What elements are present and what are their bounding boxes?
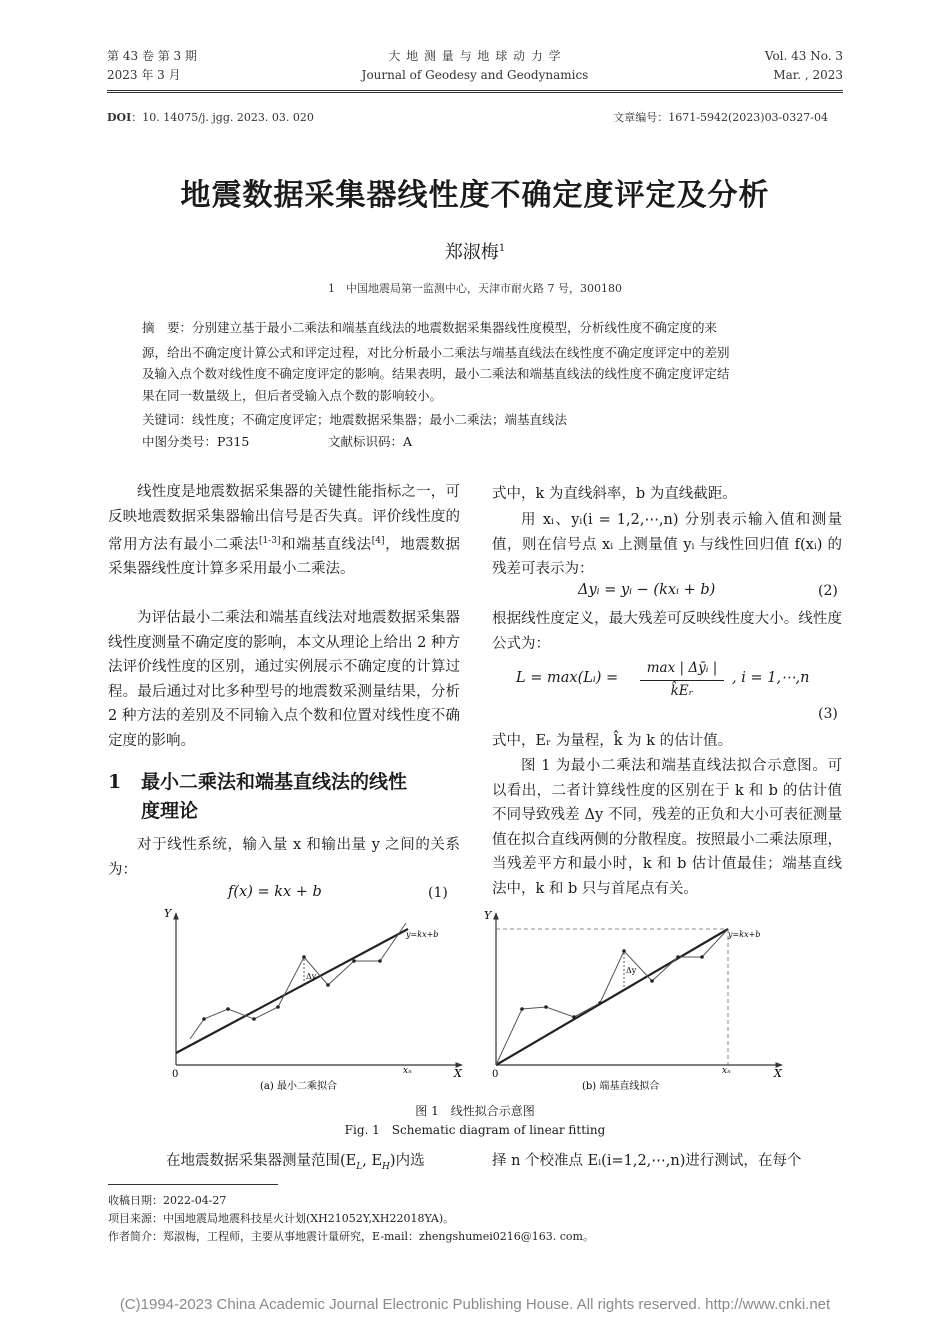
right-paragraph-3: 根据线性度定义，最大残差可反映线性度大小。线性度公式为： <box>492 611 842 652</box>
y-axis-label: Y <box>164 907 172 920</box>
author-sup: 1 <box>498 243 506 254</box>
x-axis-label: X <box>774 1067 782 1080</box>
doi-value: ：10. 14075/j. jgg. 2023. 03. 020 <box>131 111 314 124</box>
equation-3-right: , i = 1,⋯,n <box>732 670 810 686</box>
figure-caption-en: Fig. 1 Schematic diagram of linear fitting <box>344 1123 606 1137</box>
equation-3-left: L = max(Lᵢ) = <box>516 670 619 686</box>
article-number: 文章编号：1671-5942(2023)03-0327-04 <box>613 111 828 124</box>
data-point <box>676 955 680 959</box>
equation-1: f(x) = kx + b <box>228 884 322 900</box>
delta-y-label: Δy <box>626 966 637 975</box>
data-point <box>326 983 330 987</box>
section-number: 1 <box>108 771 122 793</box>
data-point <box>226 1007 230 1011</box>
doi-label: DOI <box>107 111 132 124</box>
author <box>0 238 950 264</box>
figure-caption-cn: 图 1 线性拟合示意图 <box>415 1104 535 1118</box>
footnote-funding: 项目来源：中国地震局地震科技星火计划(XH21052Y,XH22018YA)。 <box>108 1212 455 1225</box>
p1-text-b: 和端基直线法 <box>280 536 372 553</box>
y-axis-label: Y <box>484 909 492 922</box>
data-point <box>276 1005 280 1009</box>
page-title: 地震数据采集器线性度不确定度评定及分析 <box>180 178 770 213</box>
line-label: y=kx+b <box>406 930 439 939</box>
figure-a <box>150 905 470 1095</box>
footnote-received: 收稿日期：2022-04-27 <box>108 1194 227 1207</box>
data-point <box>598 1001 602 1005</box>
abstract-line-1: 摘 要：分别建立基于最小二乘法和端基直线法的地震数据采集器线性度模型，分析线性度不确定度的来 <box>142 320 718 335</box>
left-paragraph-1 <box>108 480 460 582</box>
abstract-line-2: 源，给出不确定度计算公式和评定过程，对比分析最小二乘法与端基直线法在线性度不确定度评定中的差别 <box>142 345 730 360</box>
delta-y-label: Δy <box>306 972 317 981</box>
x-axis-label: X <box>454 1067 462 1080</box>
p1-text-a: 线性度是地震数据采集器的关键性能指标之一，可反映地震数据采集器输出信号是否失真。评价线性度的常用方法有最小二乘法 <box>108 484 460 553</box>
right-text-4: 式中，Eᵣ 为量程，k̂ 为 k 的估计值。 <box>492 733 733 749</box>
right-paragraph-2: 用 xᵢ、yᵢ(i = 1,2,⋯,n) 分别表示输入值和测量值，则在信号点 xᵢ 上测量值 yᵢ 与线性回归值 f(xᵢ) 的残差可表示为： <box>492 512 842 577</box>
abstract-line-4: 果在同一数量级上，但后者受输入点个数的影响较小。 <box>142 388 443 403</box>
header-date: 2023 年 3 月 <box>107 68 181 82</box>
data-point <box>378 959 382 963</box>
author-name: 郑淑梅 <box>444 242 499 263</box>
equation-1-number: (1) <box>428 885 448 901</box>
origin-label: 0 <box>492 1069 499 1080</box>
subcaption-b: (b) 端基直线拟合 <box>582 1081 660 1092</box>
section-title-line-2: 度理论 <box>141 800 199 822</box>
ref-4[interactable]: [4] <box>371 536 385 546</box>
header-volume-en: Vol. 43 No. 3 <box>764 49 843 63</box>
keywords: 关键词：线性度；不确定度评定；地震数据采集器；最小二乘法；端基直线法 <box>142 412 568 427</box>
data-point <box>572 1015 576 1019</box>
equation-3-numerator: max | Δȳᵢ | <box>646 660 718 676</box>
abstract-line-3: 及输入点个数对线性度不确定度评定的影响。结果表明，最小二乘法和端基直线法的线性度不确定度评定结 <box>142 366 730 381</box>
line-label: y=kx+b <box>728 930 761 939</box>
left-bottom-a: 在地震数据采集器测量范围(E <box>166 1153 357 1169</box>
measured-polyline <box>190 923 406 1039</box>
left-bottom-text <box>108 1149 425 1179</box>
section-title-line-1: 最小二乘法和端基直线法的线性 <box>141 771 408 793</box>
data-point <box>352 959 356 963</box>
clc-number: 中图分类号：P315 <box>142 434 250 449</box>
data-point <box>202 1017 206 1021</box>
header-rule-2 <box>107 92 843 93</box>
header-journal-cn: 大 地 测 量 与 地 球 动 力 学 <box>388 49 562 63</box>
data-point <box>544 1005 548 1009</box>
sub-h: H <box>382 1161 390 1172</box>
right-bottom-text: 择 n 个校准点 Eᵢ(i=1,2,⋯,n)进行测试，在每个 <box>492 1153 802 1169</box>
data-point <box>520 1007 524 1011</box>
ref-1-3[interactable]: [1-3] <box>259 536 281 546</box>
data-point <box>302 955 306 959</box>
right-paragraph-5: 图 1 为最小二乘法和端基直线法拟合示意图。可以看出，二者计算线性度的区别在于 k 和 b 的估计值不同导致残差 Δy 不同，残差的正负和大小可表征测量值在拟合直线两侧的分散程度。按照最小二乘法原理，当残差平方和最小时，k 和 b 估计值最佳；端基直线法中，k 和 b 只与首尾点有关。 <box>492 758 842 897</box>
header-rule <box>107 90 843 91</box>
doc-code: 文献标识码：A <box>328 434 413 449</box>
equation-2: Δyᵢ = yᵢ − (kxᵢ + b) <box>578 582 716 598</box>
equation-3-fraction-bar <box>640 680 724 681</box>
header-date-en: Mar. , 2023 <box>773 68 843 82</box>
equation-2-number: (2) <box>818 583 838 599</box>
left-paragraph-2: 为评估最小二乘法和端基直线法对地震数据采集器线性度测量不确定度的影响，本文从理论上给出 2 种方法评价线性度的区别，通过实例展示不确定度的计算过程。最后通过对比多种型号的地震数采测量结果，分析 2 种方法的差别及不同输入点个数和位置对线性度不确定度的影响。 <box>108 610 460 749</box>
figure-b <box>482 905 802 1095</box>
data-point <box>700 955 704 959</box>
left-bottom-b: , E <box>362 1153 383 1169</box>
p1-text-c: ，地震数据采集器线性度计算多采用最小二乘法。 <box>108 536 461 578</box>
equation-3-denominator: k̂Eᵣ <box>670 683 694 699</box>
equation-3-number: (3) <box>818 706 838 722</box>
origin-label: 0 <box>172 1069 179 1080</box>
header-volume: 第 43 卷 第 3 期 <box>107 49 197 63</box>
xn-label: xₙ <box>722 1066 731 1076</box>
doi <box>107 109 314 125</box>
affiliation: 1 中国地震局第一监测中心，天津市耐火路 7 号，300180 <box>328 282 622 295</box>
copyright-notice: (C)1994-2023 China Academic Journal Electronic Publishing House. All rights reserved. http://www.cnki.net <box>119 1296 831 1313</box>
data-points <box>202 955 382 1021</box>
data-point <box>622 949 626 953</box>
sub-l: L <box>356 1161 363 1172</box>
left-paragraph-3: 对于线性系统，输入量 x 和输出量 y 之间的关系为： <box>108 837 460 878</box>
endpoint-line <box>496 929 728 1065</box>
header-journal-en: Journal of Geodesy and Geodynamics <box>361 68 589 82</box>
footnote-rule <box>108 1184 278 1185</box>
data-point <box>252 1017 256 1021</box>
footnote-author: 作者简介：郑淑梅，工程师，主要从事地震计量研究，E-mail：zhengshumei0216@163. com。 <box>108 1230 594 1243</box>
data-point <box>650 979 654 983</box>
right-text-1: 式中，k 为直线斜率，b 为直线截距。 <box>492 486 737 502</box>
subcaption-a: (a) 最小二乘拟合 <box>260 1081 337 1092</box>
xn-label: xₙ <box>403 1066 412 1076</box>
fit-line <box>176 929 408 1053</box>
left-bottom-c: )内选 <box>389 1153 425 1169</box>
